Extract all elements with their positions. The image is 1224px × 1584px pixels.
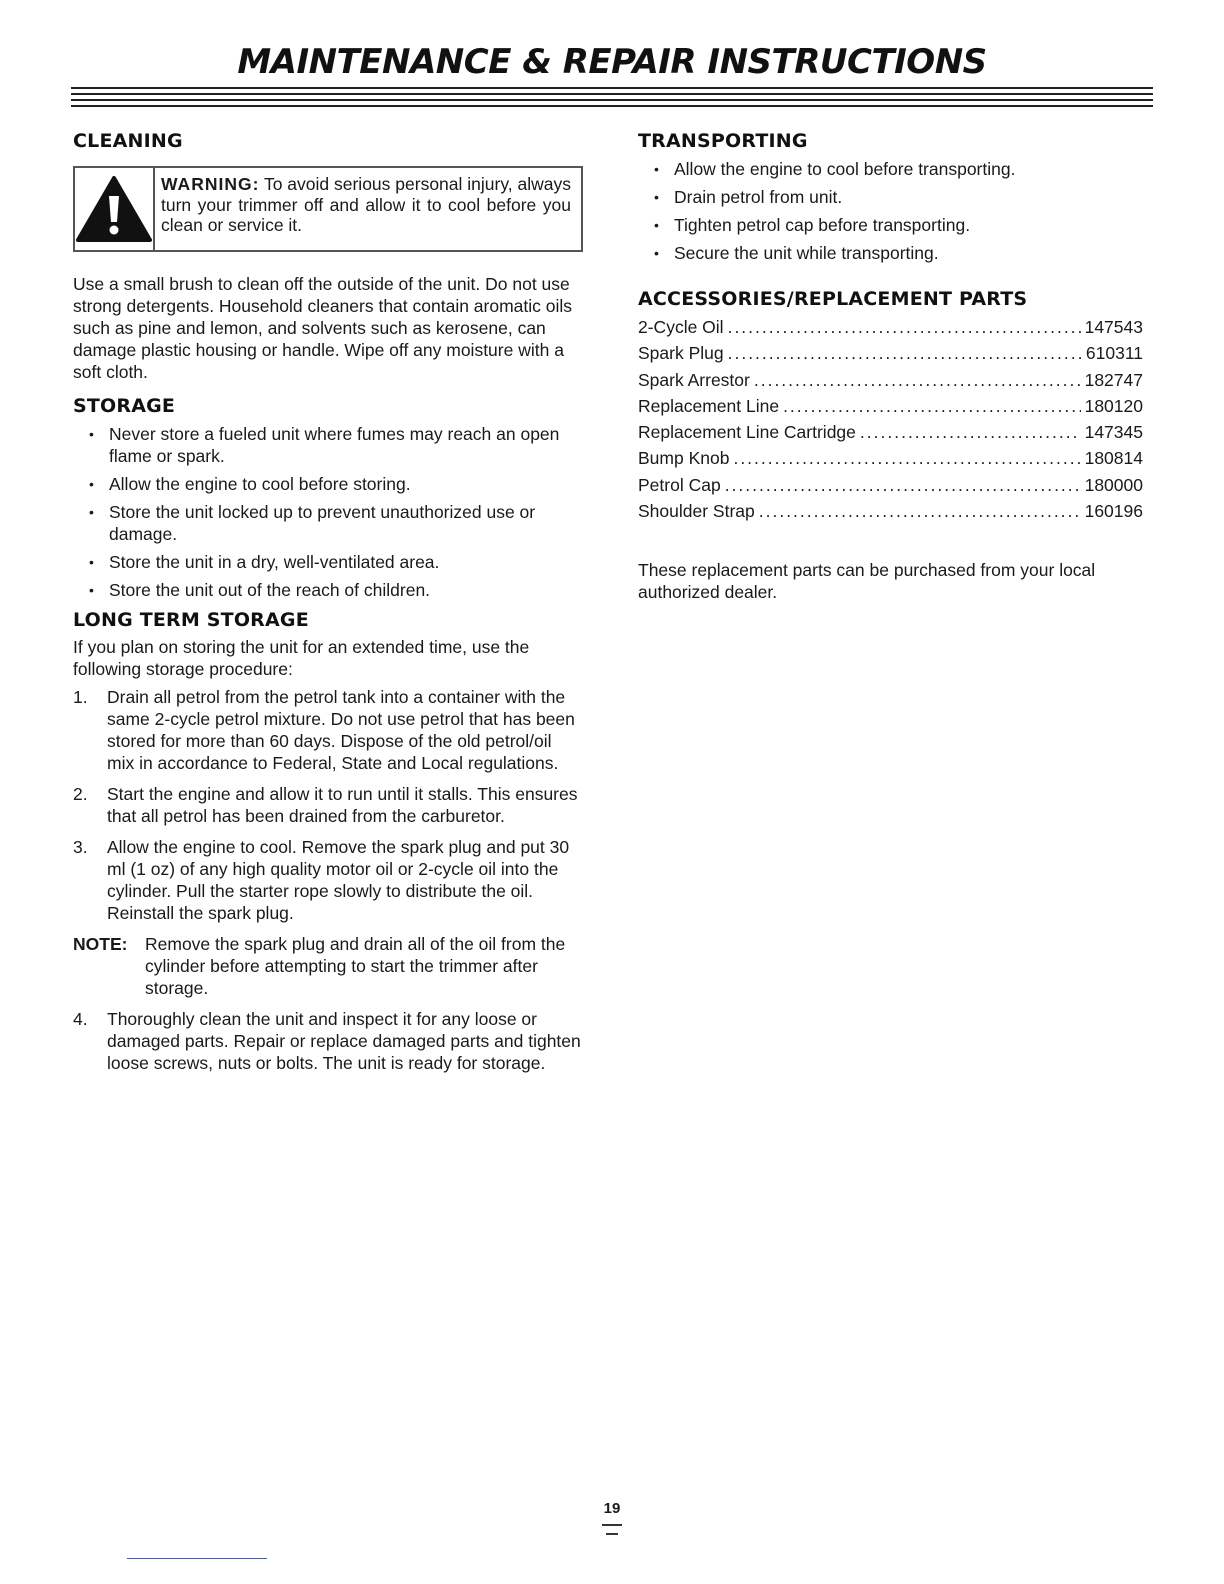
- dot-leader: [725, 474, 1081, 496]
- part-number: 180120: [1084, 395, 1143, 416]
- part-number: 180814: [1084, 448, 1143, 469]
- page-title: MAINTENANCE & REPAIR INSTRUCTIONS: [237, 42, 987, 82]
- left-column: [73, 128, 583, 1083]
- part-number: 160196: [1084, 501, 1143, 522]
- part-name: Spark Arrestor: [638, 369, 750, 390]
- dot-leader: [733, 447, 1080, 469]
- bottom-rule: [127, 1558, 267, 1559]
- dot-leader: [860, 421, 1081, 443]
- list-item: • Never store a fueled unit where fumes may reach an open flame or spark.: [89, 423, 583, 467]
- part-name: Spark Plug: [638, 343, 724, 364]
- part-name: Bump Knob: [638, 448, 730, 469]
- step-text: Drain all petrol from the petrol tank into a container with the same 2-cycle petrol mixture. Do not use petrol that has been stored for more than 60 days. Dispose of the old petrol/oil mix in accordance to Federal, State and Local regulations.: [107, 687, 575, 773]
- list-item: • Store the unit in a dry, well-ventilated area.: [89, 551, 583, 573]
- title-rule-2: [71, 93, 1153, 95]
- step-number: 4.: [73, 1009, 88, 1029]
- part-number: 147345: [1084, 422, 1143, 443]
- parts-row: [638, 421, 1143, 447]
- note-label: NOTE:: [73, 934, 128, 954]
- parts-row: [638, 342, 1143, 368]
- storage-note: [73, 933, 583, 999]
- title-rule-4: [71, 105, 1153, 107]
- list-item: • Store the unit locked up to prevent unauthorized use or damage.: [89, 501, 583, 545]
- dot-leader: [754, 369, 1081, 391]
- part-number: 147543: [1084, 317, 1143, 337]
- part-name: 2-Cycle Oil: [638, 317, 724, 337]
- cleaning-body: Use a small brush to clean off the outside of the unit. Do not use strong detergents. Household cleaners that contain aromatic oils such as pine and lemon, and solvents such as kerosene, can damage plastic housing or handle. Wipe off any moisture with a soft cloth.: [73, 274, 573, 382]
- part-name: Replacement Line Cartridge: [638, 422, 856, 443]
- step-number: 2.: [73, 784, 88, 804]
- accessories-heading: ACCESSORIES/REPLACEMENT PARTS: [638, 288, 1028, 310]
- warning-box: [73, 166, 583, 252]
- page-number-rule: [602, 1524, 622, 1526]
- dot-leader: [728, 316, 1081, 338]
- storage-steps-continued: [73, 1008, 583, 1074]
- step-text: Thoroughly clean the unit and inspect it for any loose or damaged parts. Repair or replace damaged parts and tighten loose screws, nuts or bolts. The unit is ready for storage.: [107, 1009, 581, 1073]
- title-rule-3: [71, 99, 1153, 101]
- list-item: • Secure the unit while transporting.: [654, 242, 1143, 264]
- list-item: • Drain petrol from unit.: [654, 186, 1143, 208]
- right-column: [638, 128, 1143, 603]
- part-number: 610311: [1085, 343, 1143, 364]
- parts-row: [638, 500, 1143, 526]
- list-item: • Tighten petrol cap before transporting.: [654, 214, 1143, 236]
- part-number: 180000: [1084, 474, 1143, 495]
- list-item: [73, 783, 583, 827]
- long-term-storage-intro: If you plan on storing the unit for an extended time, use the following storage procedure:: [73, 637, 530, 679]
- parts-list: [638, 316, 1143, 526]
- step-number: 3.: [73, 837, 88, 857]
- list-item: • Allow the engine to cool before storing.: [89, 473, 583, 495]
- part-name: Shoulder Strap: [638, 501, 755, 522]
- parts-row: [638, 447, 1143, 473]
- long-term-storage-heading: LONG TERM STORAGE: [73, 609, 309, 631]
- list-item: [73, 836, 583, 924]
- title-rule-1: [71, 87, 1153, 89]
- part-name: Replacement Line: [638, 395, 780, 416]
- list-item: • Store the unit out of the reach of children.: [89, 579, 583, 601]
- storage-list: [89, 423, 583, 601]
- dot-leader: [759, 500, 1081, 522]
- warning-label: WARNING:: [161, 174, 260, 194]
- step-text: Allow the engine to cool. Remove the spark plug and put 30 ml (1 oz) of any high quality motor oil or 2-cycle oil into the cylinder. Pull the starter rope slowly to distribute the oil. Reinstall the spark plug.: [107, 837, 570, 923]
- step-number: 1.: [73, 687, 88, 707]
- part-name: Petrol Cap: [638, 474, 721, 495]
- storage-heading: STORAGE: [73, 395, 176, 417]
- list-item: [73, 686, 583, 774]
- dot-leader: [728, 342, 1082, 364]
- page-number: 19: [603, 1500, 621, 1517]
- storage-steps: [73, 686, 583, 924]
- list-item: • Allow the engine to cool before transporting.: [654, 158, 1143, 180]
- page-number-rule: [606, 1533, 618, 1535]
- note-text: Remove the spark plug and drain all of the oil from the cylinder before attempting to start the trimmer after storage.: [145, 934, 566, 998]
- parts-row: [638, 316, 1143, 342]
- part-number: 182747: [1084, 369, 1143, 390]
- step-text: Start the engine and allow it to run until it stalls. This ensures that all petrol has been drained from the carburetor.: [107, 784, 578, 826]
- dot-leader: [783, 395, 1081, 417]
- cleaning-heading: CLEANING: [73, 130, 183, 152]
- warning-triangle-icon: [75, 168, 155, 250]
- transporting-heading: TRANSPORTING: [638, 130, 808, 152]
- warning-text-block: [155, 168, 581, 250]
- warning-text: To avoid serious personal injury, always turn your trimmer off and allow it to cool before you clean or service it.: [161, 174, 571, 235]
- transporting-list: [654, 158, 1143, 264]
- parts-row: [638, 474, 1143, 500]
- list-item: [73, 1008, 583, 1074]
- parts-row: [638, 369, 1143, 395]
- parts-row: [638, 395, 1143, 421]
- accessories-footer: These replacement parts can be purchased from your local authorized dealer.: [638, 560, 1096, 603]
